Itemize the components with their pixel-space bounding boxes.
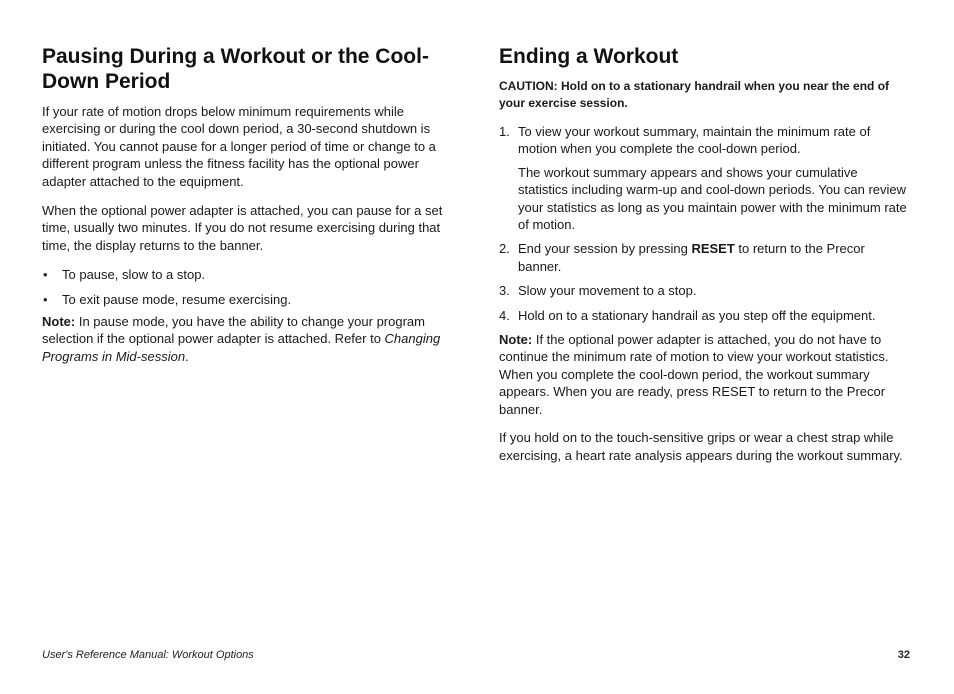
step-number: 4. (499, 307, 510, 323)
list-item (499, 123, 911, 233)
right-column (499, 44, 911, 464)
caution-text: CAUTION: Hold on to a stationary handrail when you near the end of your exercise session. (499, 79, 890, 110)
bullet-icon: • (43, 267, 48, 283)
section-title-pausing: Pausing During a Workout or the Cool-Down Period (42, 45, 429, 93)
note-pause-mode: Note: In pause mode, you have the ability to change your program selection if the optional power adapter is attached. Refer to Changing Programs in Mid-session. (42, 314, 441, 364)
list-item (499, 307, 911, 324)
step-subtext: The workout summary appears and shows your cumulative statistics including warm-up and cool-down periods. You can review your statistics as long as you maintain power with the minimum rate of motion. (518, 164, 907, 233)
list-item: • To pause, slow to a stop. (43, 267, 206, 283)
cross-reference-link[interactable]: Changing Programs in Mid-session (42, 331, 441, 364)
note-label: Note: (42, 314, 76, 330)
step-number: 2. (499, 241, 510, 257)
left-column (42, 44, 454, 365)
list-item: 2. End your session by pressing RESET to return to the Precor banner. (499, 241, 865, 274)
steps-list (499, 123, 911, 324)
step-text: Slow your movement to a stop. (518, 283, 697, 299)
page-number: 32 (897, 649, 910, 661)
bullet-icon: • (43, 291, 48, 307)
paragraph-heart-rate: If you hold on to the touch-sensitive grips or wear a chest strap while exercising, a heart rate analysis appears during the workout summary. (499, 430, 903, 463)
list-item: • To exit pause mode, resume exercising. (43, 291, 292, 307)
reset-keyword: RESET (691, 241, 735, 257)
paragraph-power-adapter: When the optional power adapter is attached, you can pause for a set time, usually two minutes. If you do not resume exercising during that time, the display returns to the banner. (42, 203, 443, 253)
step-text: Hold on to a stationary handrail as you step off the equipment. (518, 307, 876, 323)
note-label: Note: (499, 332, 533, 348)
list-item (499, 282, 911, 299)
paragraph-shutdown: If your rate of motion drops below minimum requirements while exercising or during the cool down period, a 30-second shutdown is initiated. You cannot pause for a longer period of time or change to a different program unless the fitness facility has the optional power adapter attached to the equipment. (42, 104, 436, 189)
step-text: To view your workout summary, maintain the minimum rate of motion when you complete the cool-down period. (518, 124, 871, 157)
section-title-ending: Ending a Workout (499, 45, 679, 68)
bullet-list (42, 266, 454, 308)
note-text: If the optional power adapter is attached, you do not have to continue the minimum rate of motion to view your workout statistics. When you complete the cool-down period, the workout summary appears. When you are ready, press RESET to return to the Precor banner. (499, 332, 889, 417)
note-text: In pause mode, you have the ability to change your program selection if the optional power adapter is attached. Refer to (42, 314, 425, 347)
note-power-adapter (499, 331, 911, 418)
step-number: 1. (499, 124, 510, 139)
step-number: 3. (499, 283, 510, 299)
footer-manual-title: User's Reference Manual: Workout Options (42, 649, 254, 661)
